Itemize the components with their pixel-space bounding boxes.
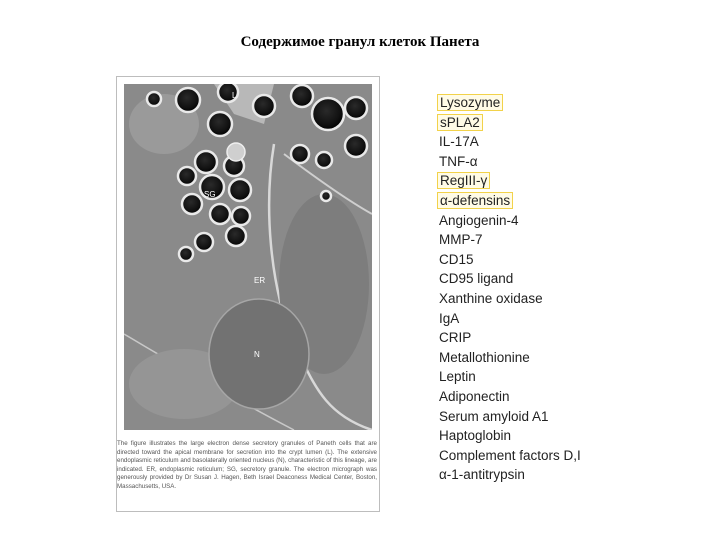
label-lumen: L [232,91,237,100]
list-item [437,426,583,446]
list-item [437,407,583,427]
list-item [437,171,583,191]
list-item-label: Angiogenin-4 [439,212,519,228]
list-item [437,328,583,348]
list-item [437,387,583,407]
list-item-label: α-1-antitrypsin [439,467,525,483]
list-item-label: sPLA2 [437,114,483,131]
list-item-label: RegIII-γ [437,172,490,189]
granule-contents-list [437,93,583,485]
label-endoplasmic-reticulum: ER [254,276,266,285]
list-item-label: Adiponectin [439,388,510,404]
list-item-label: MMP-7 [439,232,483,248]
figure-caption: The figure illustrates the large electron dense secretory granules of Paneth cells that are directed toward the apical membrane for secretion into the crypt lumen (L). The extensive endoplasmic reticulum and basolaterally oriented nucleus (N), characteristic of this lineage, are indicated. ER, endoplasmic reticulum; SG, secretory granule. The electron micrograph was generously provided by Dr Susan J. Hagen, Beth Israel Deaconess Medical Center, Boston, Massachusetts, USA. [117,440,377,490]
list-item-label: Metallothionine [439,349,530,365]
list-item [437,446,583,466]
slide-title: Содержимое гранул клеток Панета [240,34,480,50]
list-item-label: Haptoglobin [439,428,512,444]
list-item-label: CD15 [439,251,474,267]
list-item-label: CD95 ligand [439,271,514,287]
list-item [437,348,583,368]
label-secretory-granule: SG [204,190,216,199]
list-item [437,211,583,231]
list-item [437,113,583,133]
list-item-label: IgA [439,310,460,326]
electron-micrograph [124,84,372,430]
list-item [437,93,583,113]
list-item [437,289,583,309]
list-item-label: CRIP [439,330,472,346]
list-item-label: Leptin [439,369,476,385]
list-item-label: α-defensins [437,192,513,209]
list-item [437,309,583,329]
list-item-label: TNF-α [439,153,478,169]
list-item [437,465,583,485]
list-item-label: Xanthine oxidase [439,290,543,306]
list-item-label: Complement factors D,I [439,447,581,463]
list-item [437,250,583,270]
list-item-label: Lysozyme [437,94,503,111]
label-nucleus: N [254,350,260,359]
list-item [437,367,583,387]
list-item [437,132,583,152]
list-item [437,152,583,172]
list-item [437,191,583,211]
list-item [437,269,583,289]
list-item-label: IL-17A [439,134,479,150]
list-item [437,230,583,250]
list-item-label: Serum amyloid A1 [439,408,549,424]
